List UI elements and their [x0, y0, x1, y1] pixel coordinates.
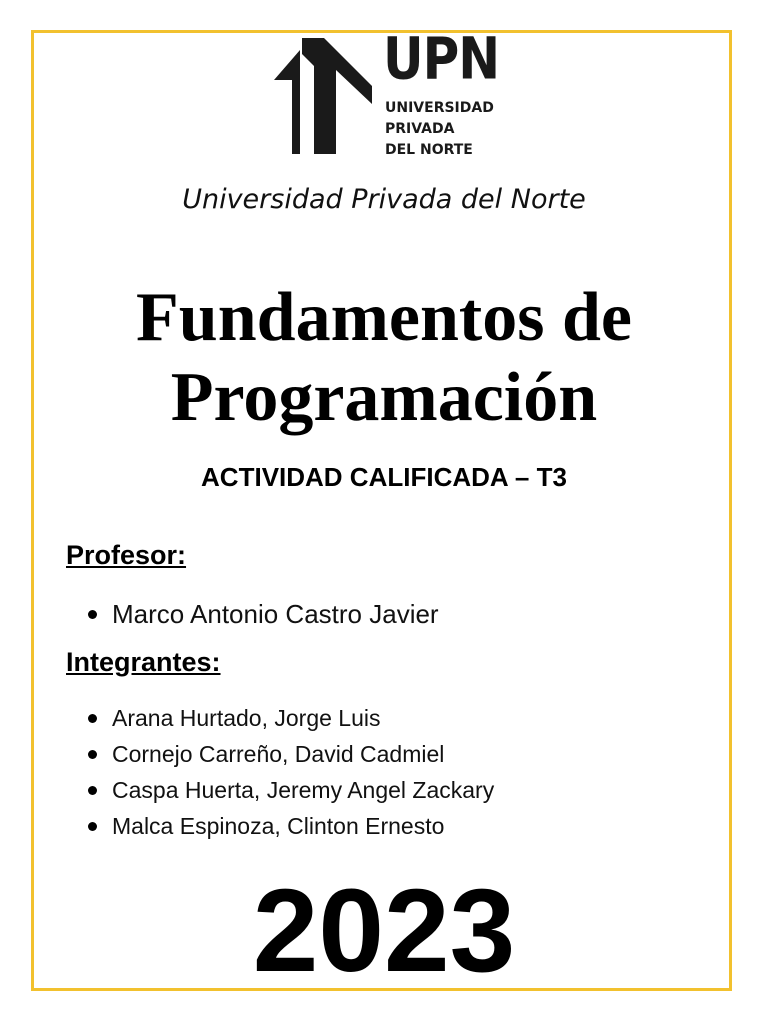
- professor-list: [88, 597, 439, 631]
- list-item: [88, 700, 494, 736]
- bullet-icon: [88, 610, 97, 619]
- list-item: [88, 808, 494, 844]
- university-name: Universidad Privada del Norte: [182, 184, 586, 215]
- bullet-icon: [88, 750, 97, 759]
- logo-line-2: PRIVADA: [385, 121, 455, 137]
- members-heading: Integrantes:: [66, 647, 221, 677]
- members-list: [88, 700, 494, 844]
- logo-acronym: UPN: [383, 25, 500, 93]
- upn-arrow-icon: [272, 36, 382, 158]
- bullet-icon: [88, 714, 97, 723]
- list-item: [88, 597, 439, 631]
- year: 2023: [252, 865, 516, 997]
- logo-subtitle: [385, 98, 494, 161]
- list-item: [88, 772, 494, 808]
- bullet-icon: [88, 786, 97, 795]
- list-item: [88, 736, 494, 772]
- yellow-border-frame: [31, 25, 732, 991]
- member-name: Arana Hurtado, Jorge Luis: [112, 705, 381, 731]
- logo-line-3: DEL NORTE: [385, 142, 473, 158]
- bullet-icon: [88, 822, 97, 831]
- upn-logo: [272, 25, 500, 158]
- professor-name: Marco Antonio Castro Javier: [112, 599, 439, 629]
- member-name: Malca Espinoza, Clinton Ernesto: [112, 813, 445, 839]
- activity-title: ACTIVIDAD CALIFICADA – T3: [201, 462, 567, 492]
- member-name: Cornejo Carreño, David Cadmiel: [112, 741, 445, 767]
- logo-line-1: UNIVERSIDAD: [385, 100, 494, 116]
- course-title: [0, 278, 768, 438]
- course-title-line-1: Fundamentos de: [136, 279, 632, 356]
- member-name: Caspa Huerta, Jeremy Angel Zackary: [112, 777, 495, 803]
- professor-heading: Profesor:: [66, 540, 187, 570]
- course-title-line-2: Programación: [170, 359, 598, 436]
